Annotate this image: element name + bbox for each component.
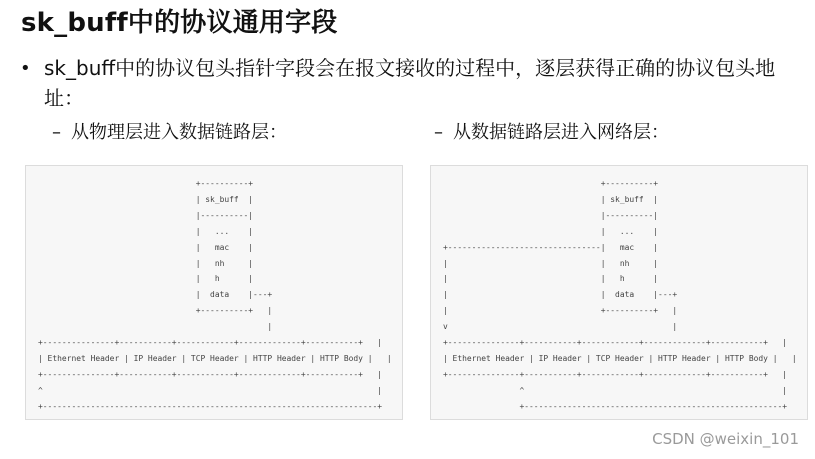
dash-marker: – — [434, 122, 443, 143]
ascii-diagram-right: +----------+ | sk_buff | |----------| | ... | +--------------------------------| mac | | | nh | | | h | | | data |---+ | +----------+ | v | +---------------+-----------+------------+-------------+-----------+ | | Ethernet Header | IP Header | TCP Header | HTTP Header | HTTP Body | | +---------------+-----------+------------+-------------+-----------+ | ^ | +------------------------------------------------------+ — [443, 179, 797, 411]
ascii-diagram-left: +----------+ | sk_buff | |----------| | ... | | mac | | nh | | h | | data |---+ +----------+ | | +---------------+-----------+------------+-------------+-----------+ | | Ethernet Header | IP Header | TCP Header | HTTP Header | HTTP Body | | +---------------+-----------+------------+-------------+-----------+ | ^ | +----------------------------------------------------------------------+ — [38, 179, 392, 411]
dash-marker: – — [52, 122, 61, 143]
watermark: CSDN @weixin_101 — [652, 430, 799, 448]
bullet-dot: • — [20, 58, 31, 79]
diagram-panel-left — [25, 165, 403, 420]
subitem-physical-to-link — [52, 121, 287, 145]
diagram-panel-right — [430, 165, 808, 420]
bullet-text: sk_buff中的协议包头指针字段会在报文接收的过程中，逐层获得正确的协议包头地址： — [44, 56, 776, 110]
subitem-text: 从物理层进入数据链路层： — [71, 122, 287, 143]
subitem-link-to-network — [434, 121, 669, 145]
page-title: sk_buff中的协议通用字段 — [21, 8, 338, 38]
subitem-text: 从数据链路层进入网络层： — [453, 122, 669, 143]
